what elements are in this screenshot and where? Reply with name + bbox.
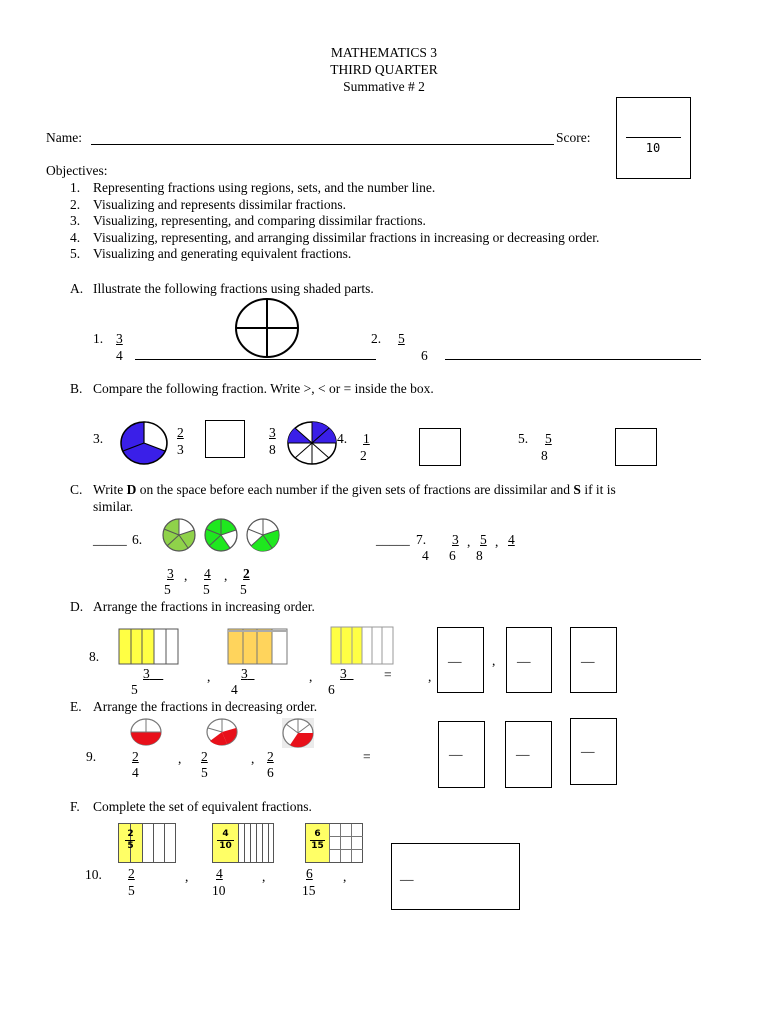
q5-number: 5. (518, 431, 529, 446)
instruction-bold-s: S (573, 482, 581, 497)
q3-number: 3. (93, 431, 104, 446)
q5-numerator: 5 (545, 431, 552, 446)
q2-answer-line[interactable] (445, 359, 701, 360)
objective-num: 4. (70, 230, 81, 245)
q7-frac3-denominator: 8 (476, 548, 483, 563)
q9-frac3-denominator: 6 (267, 765, 274, 780)
section-d-letter: D. (70, 599, 84, 614)
q8-sep: , (207, 669, 211, 684)
q7-frac2-numerator: 5 (480, 532, 487, 547)
instruction-part: on the space before each number if the given sets of fractions are dissimilar and (136, 482, 574, 497)
objective-num: 5. (70, 246, 81, 261)
q10-frac2-numerator: 4 (216, 866, 223, 881)
section-e-letter: E. (70, 699, 82, 714)
q10-sep: , (185, 869, 189, 884)
bar-label-numerator: 2 (127, 829, 134, 839)
bar-divider (153, 824, 154, 862)
q8-sep: , (309, 669, 313, 684)
objective-text: Visualizing and generating equivalent fractions. (93, 246, 352, 261)
name-field[interactable] (91, 144, 554, 145)
q8-equals: = (384, 667, 392, 682)
answer-blank: __ (449, 742, 463, 757)
q10-bar-fifths-diagram (118, 823, 176, 863)
q1-number: 1. (93, 331, 104, 346)
instruction-part: Write (93, 482, 127, 497)
q8-answer-box-3[interactable] (570, 627, 617, 693)
q6-bright-circle-diagram (203, 517, 241, 553)
q9-frac1-denominator: 4 (132, 765, 139, 780)
q3-right-circle-diagram (286, 420, 338, 466)
q9-answer-box-2[interactable] (505, 721, 552, 788)
section-f-instruction: Complete the set of equivalent fractions. (93, 799, 312, 814)
answer-blank: __ (448, 649, 462, 664)
title-subject: MATHEMATICS 3 (330, 45, 438, 60)
q7-frac1-numerator: 3 (452, 532, 459, 547)
q8-frac1-numerator (143, 667, 163, 681)
section-f-letter: F. (70, 799, 80, 814)
objective-num: 2. (70, 197, 81, 212)
q9-circle-fifths-diagram (205, 717, 239, 747)
q7-sep: , (495, 534, 499, 549)
bar-divider (256, 824, 257, 862)
q3-right-numerator: 3 (269, 425, 276, 440)
bar-divider (250, 824, 251, 862)
bar-label-denominator: 15 (311, 841, 324, 851)
section-a-letter: A. (70, 281, 84, 296)
q8-answer-box-2[interactable] (506, 627, 552, 693)
bar-row-divider (329, 836, 363, 837)
q10-number: 10. (85, 867, 102, 882)
q4-answer-box[interactable] (419, 428, 461, 466)
q8-number: 8. (89, 649, 100, 664)
objective-text: Visualizing, representing, and comparing dissimilar fractions. (93, 213, 426, 228)
q6-answer-blank[interactable]: _____ (93, 532, 127, 547)
q2-denominator: 6 (421, 348, 428, 363)
q8-bar-sixths-diagram (330, 626, 394, 666)
q7-number: 7. (416, 532, 427, 547)
score-line (626, 137, 681, 138)
q7-sep: , (467, 534, 471, 549)
q2-number: 2. (371, 331, 382, 346)
q7-answer-blank[interactable]: _____ (376, 532, 410, 547)
q6-frac1-numerator: 3 (167, 566, 174, 581)
bar-divider (329, 824, 330, 862)
score-label: Score: (556, 130, 591, 145)
q8-bar-fifths-diagram (118, 628, 180, 666)
section-b-letter: B. (70, 381, 83, 396)
section-c-instruction (93, 483, 616, 497)
q9-sep: , (178, 751, 182, 766)
q9-circle-sixths-diagram (281, 717, 315, 749)
bar-divider (142, 824, 143, 862)
q8-sep: , (428, 669, 432, 684)
objective-text: Visualizing, representing, and arranging dissimilar fractions in increasing or decreasing order. (93, 230, 600, 245)
q3-left-numerator: 2 (177, 425, 184, 440)
q6-third-circle-diagram (245, 517, 283, 553)
q8-bar-fourths-diagram (227, 628, 289, 666)
instruction-part: if it is (580, 482, 616, 497)
q3-right-denominator: 8 (269, 442, 276, 457)
q9-equals: = (363, 749, 371, 764)
q4-number: 4. (337, 431, 348, 446)
objectives-title: Objectives: (46, 163, 108, 178)
objective-num: 1. (70, 180, 81, 195)
q9-frac2-denominator: 5 (201, 765, 208, 780)
q7-frac3-numerator: 4 (508, 532, 515, 547)
bar-divider (351, 824, 352, 862)
q10-sep: , (343, 869, 347, 884)
q10-bar-tenths-diagram (212, 823, 274, 863)
section-b-instruction: Compare the following fraction. Write >, < or = inside the box. (93, 381, 434, 396)
title-summative: Summative # 2 (343, 79, 425, 94)
q9-answer-box-3[interactable] (570, 718, 617, 785)
q10-frac3-denominator: 15 (302, 883, 316, 898)
bar-divider (164, 824, 165, 862)
bar-divider (262, 824, 263, 862)
q8-sep: , (492, 653, 496, 668)
answer-blank: __ (516, 742, 530, 757)
q7-frac2-denominator: 6 (449, 548, 456, 563)
section-c-instruction-line2: similar. (93, 499, 134, 514)
bar-label-denominator: 5 (127, 841, 134, 851)
q6-frac3-numerator: 2 (243, 566, 250, 581)
instruction-bold-d: D (126, 482, 137, 497)
bar-label-numerator: 6 (314, 829, 321, 839)
q10-bar-fifteenths-diagram (305, 823, 363, 863)
score-total: 10 (645, 141, 661, 155)
objective-num: 3. (70, 213, 81, 228)
q6-number: 6. (132, 532, 143, 547)
q5-answer-box[interactable] (615, 428, 657, 466)
q6-sep: , (184, 568, 188, 583)
answer-blank: __ (581, 739, 595, 754)
q9-frac3-numerator: 2 (267, 749, 274, 764)
q3-left-circle-diagram (119, 420, 169, 466)
q10-sep: , (262, 869, 266, 884)
q9-frac2-numerator: 2 (201, 749, 208, 764)
q9-circle-halves-diagram (129, 717, 163, 747)
objective-text: Visualizing and represents dissimilar fractions. (93, 197, 346, 212)
bar-divider (268, 824, 269, 862)
q6-frac2-denominator: 5 (203, 582, 210, 597)
q9-frac1-numerator: 2 (132, 749, 139, 764)
q9-sep: , (251, 751, 255, 766)
section-d-instruction: Arrange the fractions in increasing order. (93, 599, 315, 614)
bar-label-numerator: 4 (222, 829, 229, 839)
q10-frac3-numerator: 6 (306, 866, 313, 881)
q10-frac1-numerator: 2 (128, 866, 135, 881)
q8-frac2-denominator: 4 (231, 682, 238, 697)
q1-circle-diagram (234, 297, 300, 359)
q8-frac1-denominator: 5 (131, 682, 138, 697)
q8-frac3-numerator-value: 3 (340, 666, 347, 681)
q6-frac3-denominator: 5 (240, 582, 247, 597)
q4-denominator: 2 (360, 448, 367, 463)
q8-frac3-denominator: 6 (328, 682, 335, 697)
q7-frac1-denominator: 4 (422, 548, 429, 563)
answer-blank: __ (581, 649, 595, 664)
q9-number: 9. (86, 749, 97, 764)
bar-divider (238, 824, 239, 862)
q2-numerator: 5 (398, 331, 405, 346)
q1-denominator: 4 (116, 348, 123, 363)
q4-numerator: 1 (363, 431, 370, 446)
q1-numerator: 3 (116, 331, 123, 346)
score-box[interactable] (616, 97, 691, 179)
q6-frac2-numerator: 4 (204, 566, 211, 581)
q10-frac1-denominator: 5 (128, 883, 135, 898)
name-label: Name: (46, 130, 82, 145)
q8-answer-box-1[interactable] (437, 627, 484, 693)
section-a-instruction: Illustrate the following fractions using shaded parts. (93, 281, 374, 296)
q10-answer-box[interactable] (391, 843, 520, 910)
q3-answer-box[interactable] (205, 420, 245, 458)
q8-frac3-numerator (340, 667, 354, 681)
answer-blank: __ (517, 649, 531, 664)
section-c-letter: C. (70, 482, 83, 497)
q3-left-denominator: 3 (177, 442, 184, 457)
q6-light-circle-diagram (161, 517, 199, 553)
bar-divider (244, 824, 245, 862)
q5-denominator: 8 (541, 448, 548, 463)
bar-label-denominator: 10 (219, 841, 232, 851)
objective-text: Representing fractions using regions, sets, and the number line. (93, 180, 436, 195)
q9-answer-box-1[interactable] (438, 721, 485, 788)
q8-frac1-numerator-value: 3 (143, 666, 150, 681)
q1-answer-line[interactable] (135, 359, 376, 360)
bar-row-divider (329, 849, 363, 850)
section-e-instruction: Arrange the fractions in decreasing order. (93, 699, 318, 714)
title-quarter: THIRD QUARTER (330, 62, 438, 77)
q10-frac2-denominator: 10 (212, 883, 226, 898)
bar-divider (340, 824, 341, 862)
q6-sep: , (224, 568, 228, 583)
answer-blank: __ (400, 867, 414, 882)
q8-frac2-numerator-value: 3 (241, 666, 248, 681)
q6-frac1-denominator: 5 (164, 582, 171, 597)
q8-frac2-numerator (241, 667, 255, 681)
